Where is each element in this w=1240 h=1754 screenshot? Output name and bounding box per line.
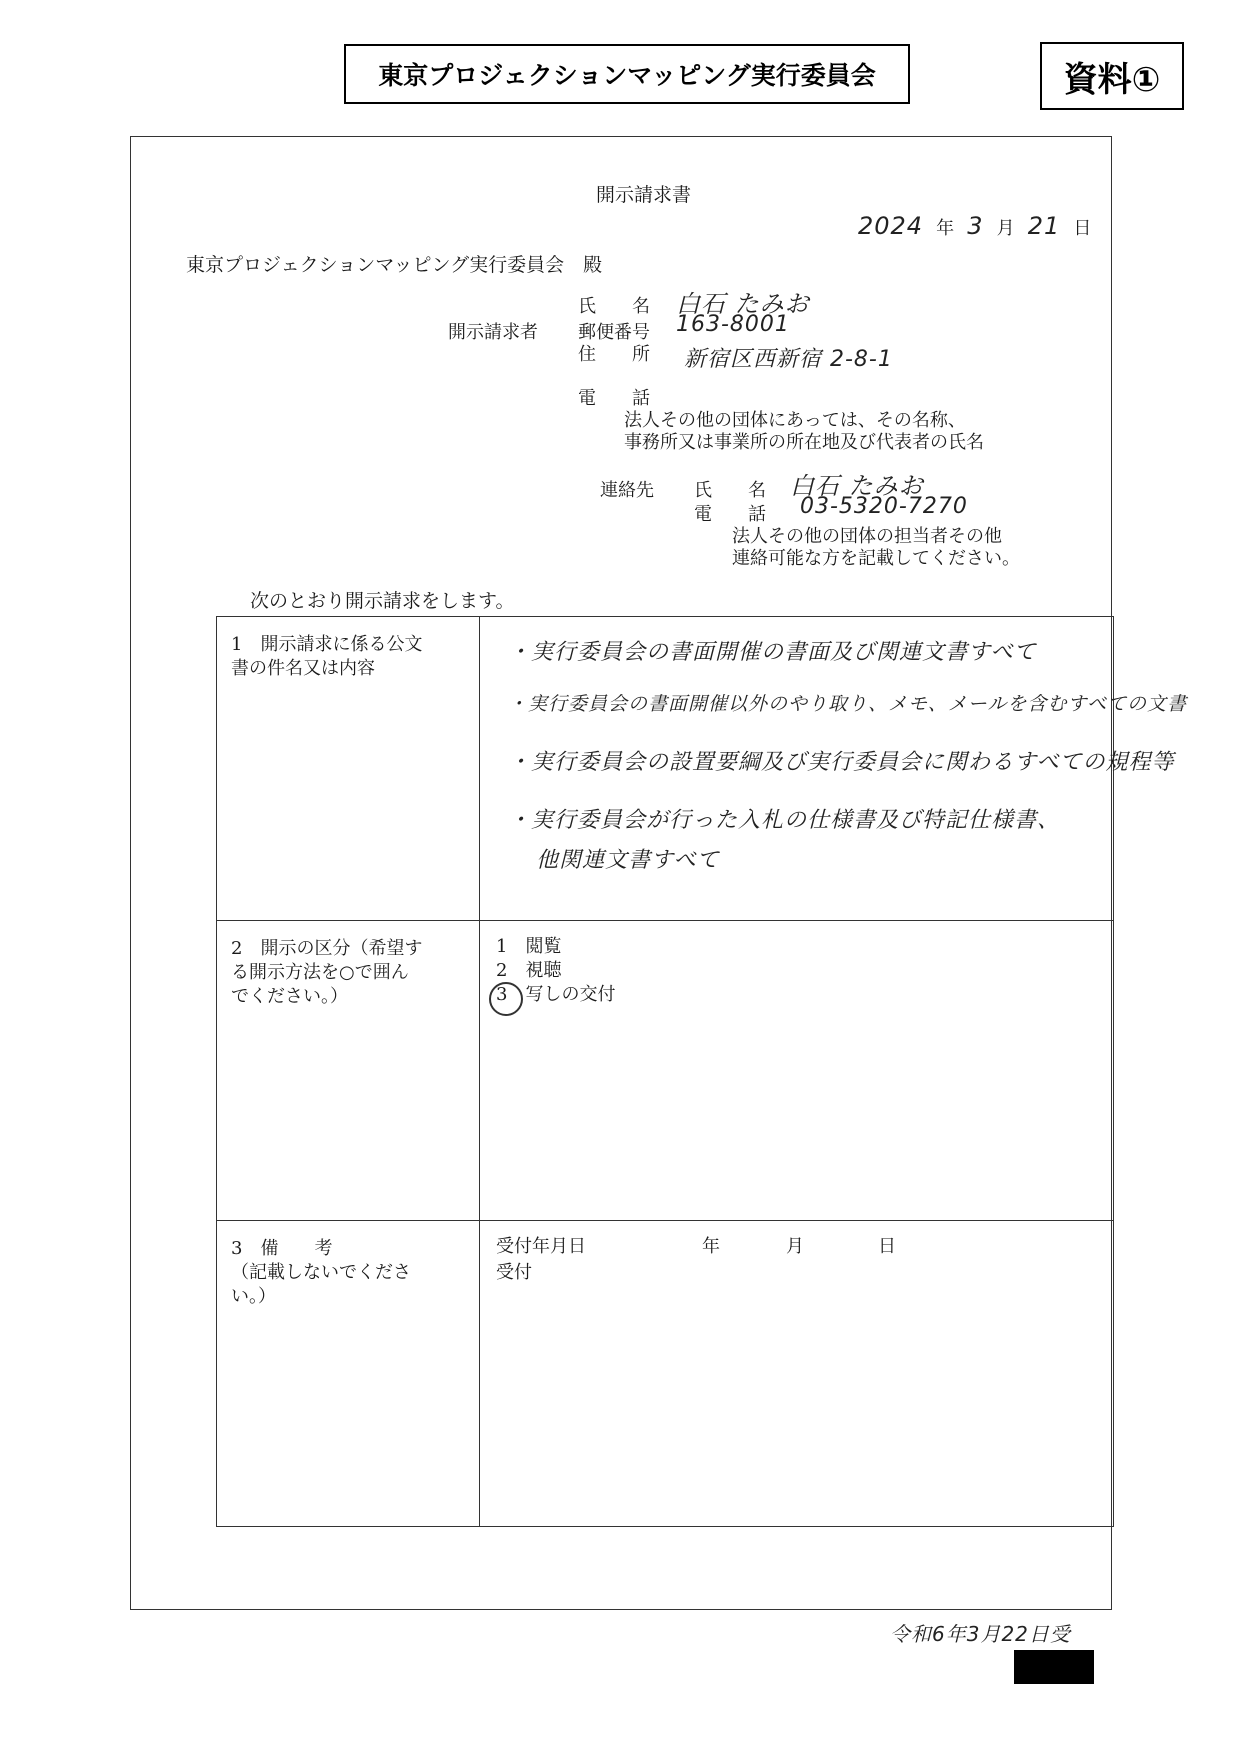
postal-code-label: 郵便番号 <box>578 322 650 343</box>
row2-label-cell <box>217 921 480 1221</box>
received-month-label: 月 <box>786 1236 804 1257</box>
document-label-box: 資料① <box>1040 42 1184 110</box>
row2-label-line3: でください。） <box>231 986 348 1007</box>
contact-name-handwritten: 白石 たみお <box>790 472 924 500</box>
row1-content-cell <box>480 617 1188 921</box>
requester-name-handwritten: 白石 たみお <box>676 290 810 318</box>
option-viewing: 1 閲覧 <box>496 936 562 957</box>
received-day-label: 日 <box>878 1236 896 1257</box>
committee-title-box: 東京プロジェクションマッピング実行委員会 <box>344 44 910 104</box>
form-title: 開示請求書 <box>596 184 692 206</box>
address-handwritten: 新宿区西新宿 2-8-1 <box>684 347 893 372</box>
date-year-handwritten: 2024 <box>858 212 924 240</box>
row3-label-cell <box>217 1221 480 1527</box>
date-month-label: 月 <box>996 218 1015 239</box>
row2-content-cell <box>480 921 1114 1221</box>
row3-content-cell <box>480 1221 1114 1527</box>
row3-label-line2: （記載しないでくださ <box>231 1262 411 1283</box>
row2-label-line2: る開示方法を○で囲ん <box>231 962 409 983</box>
contact-note-line2: 連絡可能な方を記載してください。 <box>732 548 1020 569</box>
intro-text: 次のとおり開示請求をします。 <box>250 590 515 612</box>
requested-item-2: ・実行委員会の書面開催以外のやり取り、メモ、メールを含むすべての文書 <box>508 693 1188 715</box>
row3-label-line3: い。） <box>231 1286 276 1307</box>
selected-option-circle <box>489 982 523 1016</box>
date-month-handwritten: 3 <box>967 212 984 240</box>
table-row-remarks <box>217 1221 1114 1527</box>
requester-name-label: 氏 名 <box>578 296 650 317</box>
request-table <box>216 616 1188 1527</box>
contact-note-line1: 法人その他の団体の担当者その他 <box>732 526 1002 547</box>
row2-label-line1: 2 開示の区分（希望す <box>231 938 423 959</box>
addressee: 東京プロジェクションマッピング実行委員会 殿 <box>186 254 603 276</box>
redaction-block <box>1014 1650 1094 1684</box>
receipt-label: 受付 <box>496 1262 532 1283</box>
option-copy-delivery: 3 写しの交付 <box>496 984 616 1005</box>
contact-section-label: 連絡先 <box>600 480 654 501</box>
table-row-document-subject <box>217 617 1114 921</box>
requester-section-label: 開示請求者 <box>448 322 538 343</box>
date-day-label: 日 <box>1073 218 1092 239</box>
requested-item-1: ・実行委員会の書面開催の書面及び関連文書すべて <box>508 640 1037 665</box>
row3-label-line1: 3 備 考 <box>231 1238 333 1259</box>
date-day-handwritten: 21 <box>1027 212 1061 240</box>
date-year-label: 年 <box>936 218 955 239</box>
requested-item-3: ・実行委員会の設置要綱及び実行委員会に関わるすべての規程等 <box>508 750 1175 775</box>
received-year-label: 年 <box>702 1236 720 1257</box>
requested-item-4-continued: 他関連文書すべて <box>536 848 720 873</box>
received-date-label: 受付年月日 <box>496 1236 586 1257</box>
table-row-disclosure-method <box>217 921 1114 1221</box>
address-label: 住 所 <box>578 344 650 365</box>
corporate-note-line2: 事務所又は事業所の所在地及び代表者の氏名 <box>624 432 984 453</box>
request-date <box>858 212 1091 240</box>
requested-item-4: ・実行委員会が行った入札の仕様書及び特記仕様書、 <box>508 808 1061 833</box>
reception-stamp: 令和6年3月22日受 <box>890 1622 1071 1646</box>
option-audiovisual: 2 視聴 <box>496 960 562 981</box>
contact-name-label: 氏 名 <box>694 480 766 501</box>
postal-code-handwritten: 163-8001 <box>676 312 790 337</box>
row1-label-line2: 書の件名又は内容 <box>231 658 375 679</box>
contact-phone-label: 電 話 <box>694 504 766 525</box>
corporate-note-line1: 法人その他の団体にあっては、その名称、 <box>624 410 966 431</box>
row1-label-cell <box>217 617 480 921</box>
phone-label: 電 話 <box>578 388 650 409</box>
row1-label-line1: 1 開示請求に係る公文 <box>231 634 423 655</box>
contact-phone-handwritten: 03-5320-7270 <box>800 494 968 519</box>
